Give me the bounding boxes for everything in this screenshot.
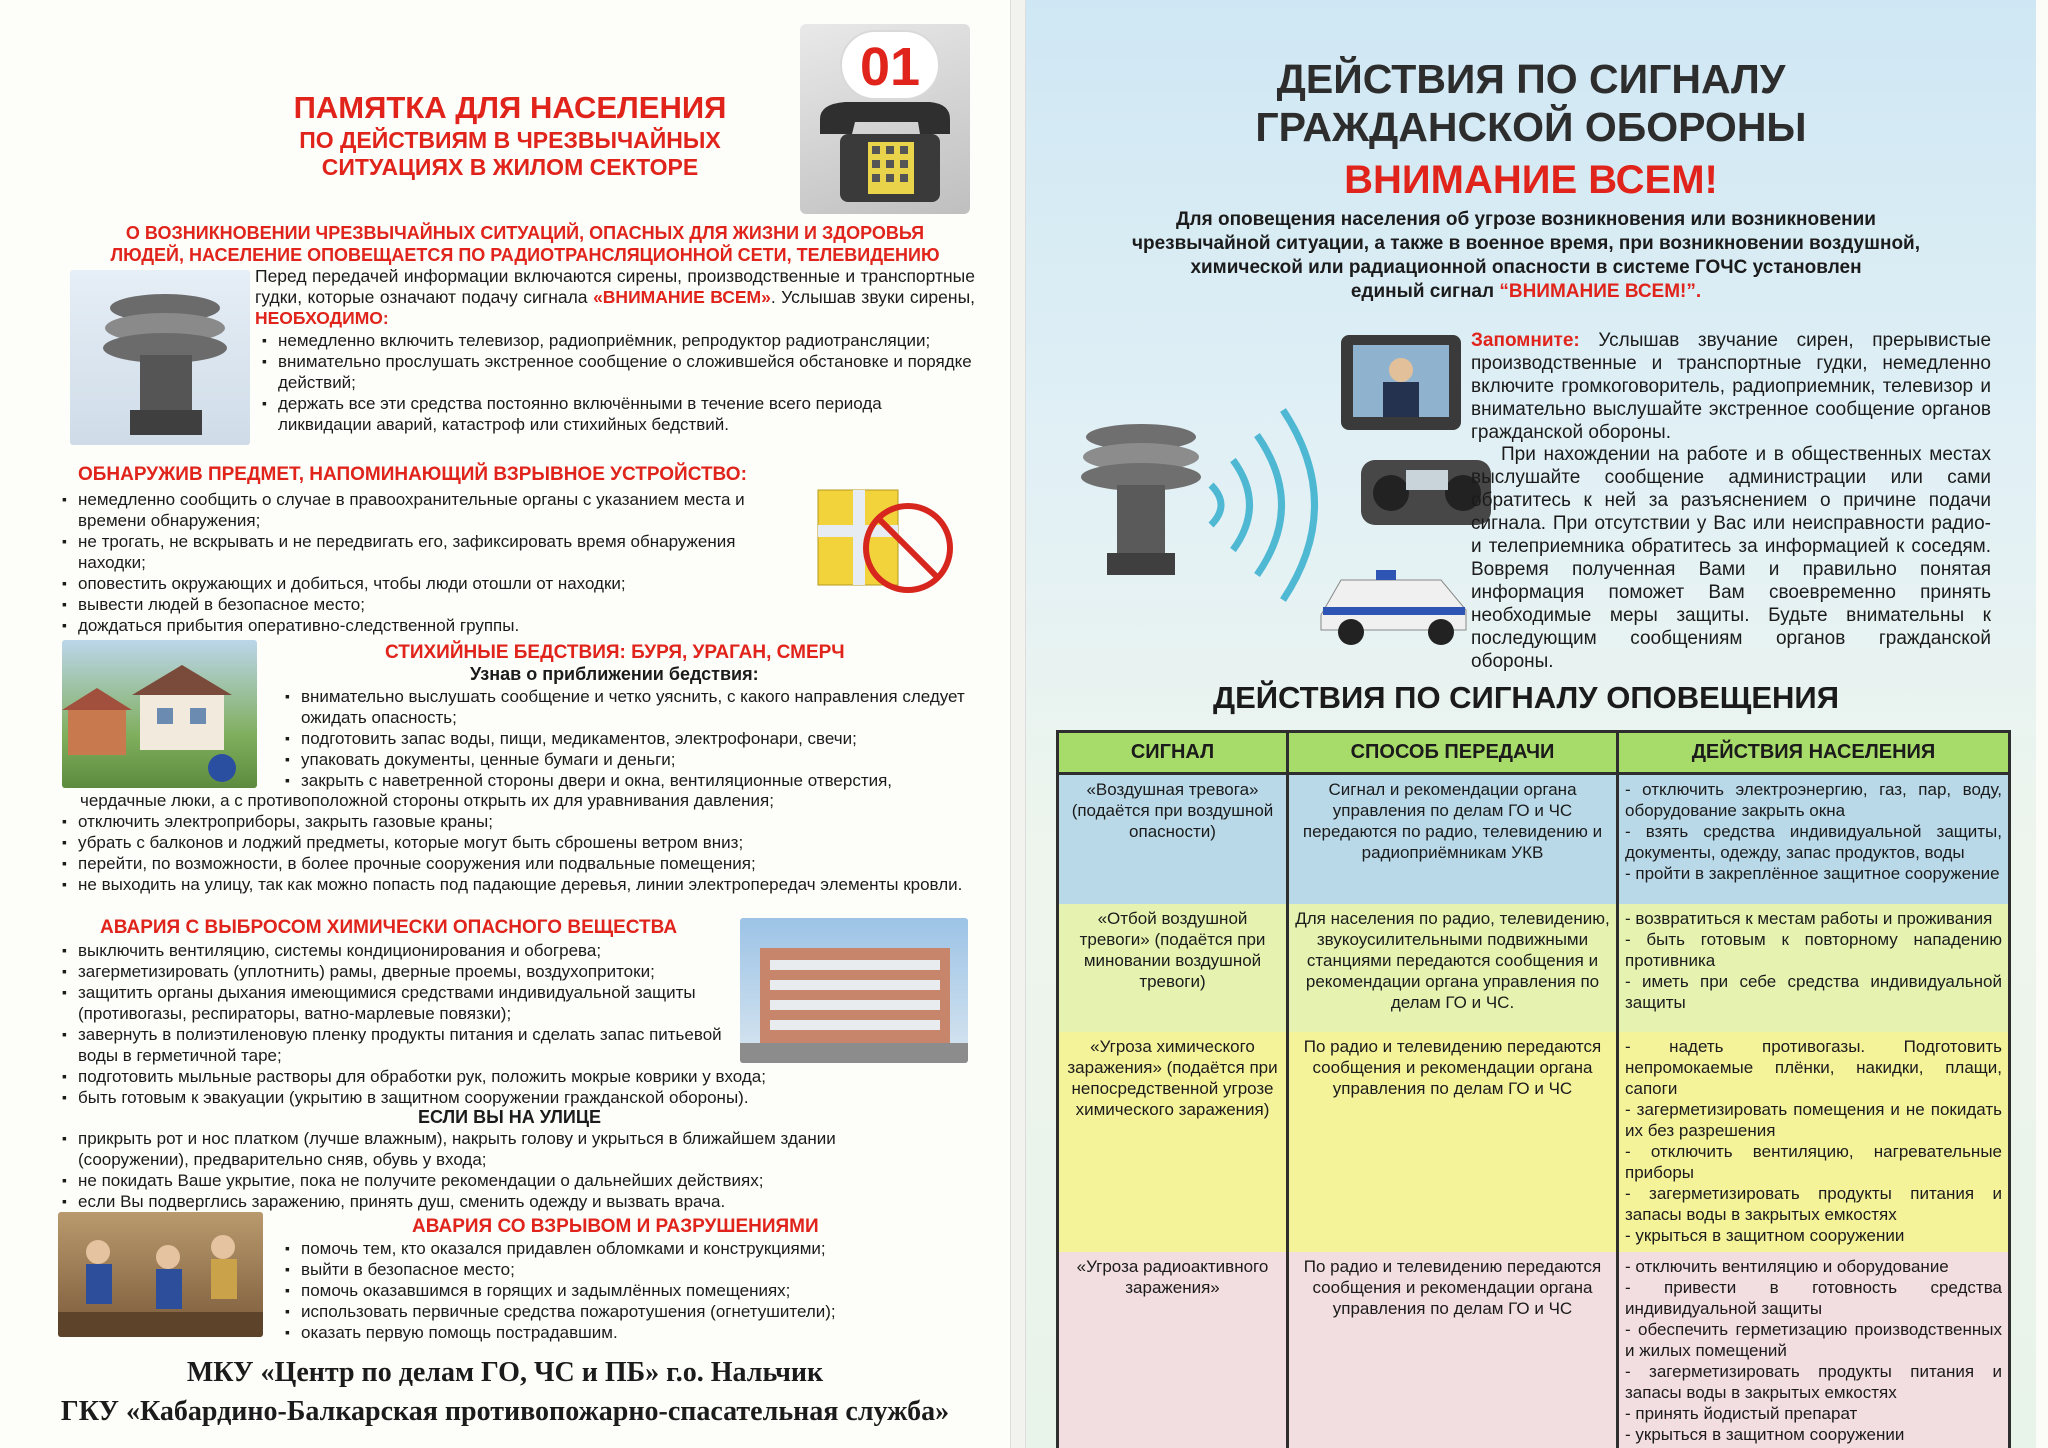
street-header: ЕСЛИ ВЫ НА УЛИЦЕ bbox=[418, 1107, 601, 1127]
list-item: ▪ использовать первичные средства пожаротушения (огнетушители); bbox=[285, 1301, 985, 1322]
list-item: ▪ немедленно сообщить о случае в правоохранительные органы с указанием места и времени обнаружения; bbox=[62, 489, 792, 531]
notice-header: О ВОЗНИКНОВЕНИИ ЧРЕЗВЫЧАЙНЫХ СИТУАЦИЙ, ОПАСНЫХ ДЛЯ ЖИЗНИ И ЗДОРОВЬЯ ЛЮДЕЙ, НАСЕЛЕНИЕ ОПОВЕЩАЕТСЯ ПО РАДИОТРАНСЛЯЦИОННОЙ СЕТИ, ТЕЛЕВИДЕНИЮ bbox=[110, 223, 940, 265]
signal-cell: «Отбой воздушной тревоги» (подаётся при миновании воздушной тревоги) bbox=[1058, 904, 1288, 1032]
disaster-subheader: Узнав о приближении бедствия: bbox=[470, 664, 759, 684]
col-signal: СИГНАЛ bbox=[1058, 732, 1288, 774]
disaster-list bbox=[285, 686, 985, 791]
explosive-device-icon bbox=[808, 470, 968, 600]
blast-list bbox=[285, 1238, 985, 1343]
list-item: ▪ подготовить запас воды, пищи, медикаментов, электрофонари, свечи; bbox=[285, 728, 985, 749]
list-item: ▪ немедленно включить телевизор, радиоприёмник, репродуктор радиотрансляции; bbox=[262, 330, 974, 351]
list-item: ▪ защитить органы дыхания имеющимися средствами индивидуальной защиты (противогазы, респираторы, ватно-марлевые повязки); bbox=[62, 982, 742, 1024]
signal-cell: «Воздушная тревога» (подаётся при воздушной опасности) bbox=[1058, 774, 1288, 904]
remember-label: Запомните: bbox=[1471, 330, 1580, 351]
right-title bbox=[1206, 55, 1856, 205]
table-row bbox=[1058, 774, 2010, 904]
title-line-2: ПО ДЕЙСТВИЯМ В ЧРЕЗВЫЧАЙНЫХ bbox=[299, 126, 721, 153]
siren-icon bbox=[70, 270, 250, 445]
list-item: ▪ загерметизировать (уплотнить) рамы, дверные проемы, воздухопритоки; bbox=[62, 961, 742, 982]
siren-icon bbox=[1081, 424, 1201, 575]
factory-image bbox=[740, 918, 968, 1063]
actions-cell: - отключить вентиляцию и оборудование - привести в готовность средства индивидуальной защиты - обеспечить герметизацию производственных и жилых помещений - загерметизировать продукты питания и запасы воды в закрытых емкостях - принять йодистый препарат - укрыться в защитном сооружении bbox=[1618, 1252, 2010, 1448]
page-gutter bbox=[1010, 0, 1026, 1448]
list-item: ▪ не трогать, не вскрывать и не передвигать его, зафиксировать время обнаружения находки; bbox=[62, 531, 792, 573]
list-item: ▪ внимательно прослушать экстренное сообщение о сложившейся обстановке и порядке действий; bbox=[262, 351, 974, 393]
required-label: НЕОБХОДИМО: bbox=[255, 308, 389, 328]
sirens-list bbox=[262, 330, 974, 435]
phone-icon bbox=[800, 24, 970, 214]
list-item: ▪ помочь тем, кто оказался придавлен обломками и конструкциями; bbox=[285, 1238, 985, 1259]
method-cell: Сигнал и рекомендации органа управления по делам ГО и ЧС передаются по радио, телевидению и радиоприёмникам УКВ bbox=[1288, 774, 1618, 904]
list-item: ▪ выйти в безопасное место; bbox=[285, 1259, 985, 1280]
disaster-list-2 bbox=[62, 811, 978, 895]
title-line-3: СИТУАЦИЯХ В ЖИЛОМ СЕКТОРЕ bbox=[321, 153, 699, 180]
col-method: СПОСОБ ПЕРЕДАЧИ bbox=[1288, 732, 1618, 774]
col-actions: ДЕЙСТВИЯ НАСЕЛЕНИЯ bbox=[1618, 732, 2010, 774]
right-title-line-1: ДЕЙСТВИЯ ПО СИГНАЛУ bbox=[1276, 56, 1786, 102]
list-item: ▪ не выходить на улицу, так как можно попасть под падающие деревья, линии электропередач элементы кровли. bbox=[62, 874, 978, 895]
street-list bbox=[62, 1128, 922, 1212]
chem-header: АВАРИЯ С ВЫБРОСОМ ХИМИЧЕСКИ ОПАСНОГО ВЕЩЕСТВА bbox=[100, 917, 678, 938]
siren-image bbox=[70, 270, 250, 445]
list-item: ▪ вывести людей в безопасное место; bbox=[62, 594, 792, 615]
list-item: ▪ оказать первую помощь пострадавшим. bbox=[285, 1322, 985, 1343]
intro-paragraph: Для оповещения населения об угрозе возникновения или возникновении чрезвычайной ситуации, а также в военное время, при возникновении воздушной, химической или радиационной опасности в системе ГОЧС установлен единый сигнал “ВНИМАНИЕ ВСЕМ!”. bbox=[1131, 209, 1921, 302]
house-icon bbox=[62, 640, 257, 788]
chem-list bbox=[62, 940, 766, 1108]
method-cell: По радио и телевидению передаются сообщения и рекомендации органа управления по делам ГО и ЧС bbox=[1288, 1252, 1618, 1448]
footer-line-1: МКУ «Центр по делам ГО, ЧС и ПБ» г.о. Нальчик bbox=[186, 1357, 824, 1388]
signals-table bbox=[1056, 730, 2011, 1448]
left-page bbox=[0, 0, 1010, 1448]
explosive-list bbox=[62, 489, 792, 636]
actions-cell: - надеть противогазы. Подготовить непромокаемые плёнки, накидки, плащи, сапоги - загерметизировать помещения и не покидать их без разрешения - отключить вентиляцию, нагревательные приборы - загерметизировать продукты питания и запасы воды в закрытых емкостях - укрыться в защитном сооружении bbox=[1618, 1032, 2010, 1252]
police-car-icon bbox=[1321, 570, 1466, 645]
footer-line-2: ГКУ «Кабардино-Балкарская противопожарно-спасательная служба» bbox=[60, 1396, 950, 1427]
right-page bbox=[1026, 0, 2036, 1448]
list-item: ▪ если Вы подверглись заражению, принять душ, сменить одежду и вызвать врача. bbox=[62, 1191, 922, 1212]
sirens-paragraph: Перед передачей информации включаются сирены, производственные и транспортные гудки, которые означают подачу сигнала «ВНИМАНИЕ ВСЕМ». Услышав звуки сирены, НЕОБХОДИМО: bbox=[255, 266, 976, 328]
list-item: ▪ оповестить окружающих и добиться, чтобы люди отошли от находки; bbox=[62, 573, 792, 594]
attention-title: ВНИМАНИЕ ВСЕМ! bbox=[1344, 158, 1718, 202]
list-item: ▪ закрыть с наветренной стороны двери и окна, вентиляционные отверстия, bbox=[285, 770, 985, 791]
broadcast-illustration bbox=[1061, 325, 1501, 655]
list-item: ▪ перейти, по возможности, в более прочные сооружения или подвальные помещения; bbox=[62, 853, 978, 874]
list-item: ▪ отключить электроприборы, закрыть газовые краны; bbox=[62, 811, 978, 832]
list-item: ▪ упаковать документы, ценные бумаги и деньги; bbox=[285, 749, 985, 770]
explosive-header: ОБНАРУЖИВ ПРЕДМЕТ, НАПОМИНАЮЩИЙ ВЗРЫВНОЕ УСТРОЙСТВО: bbox=[78, 464, 747, 485]
number-badge: 01 bbox=[840, 30, 940, 100]
work-paragraph: При нахождении на работе и в общественных местах выслушайте сообщение администрации или сами обратитесь к ней за разъяснением о причине подачи сигнала. При отсутствии у Вас или неисправности радио- и телеприемника обратитесь за информацией к соседям. Вовремя полученная Вами и правильно понятая информация поможет Вам своевременно принять необходимые меры защиты. Будьте внимательны к последующим сообщениям органов гражданской обороны. bbox=[1471, 444, 1991, 672]
list-item: ▪ завернуть в полиэтиленовую пленку продукты питания и сделать запас питьевой воды в герметичной таре; bbox=[62, 1024, 742, 1066]
houses-image bbox=[62, 640, 257, 788]
disaster-continuation: чердачные люки, а с противоположной стороны открыть их для уравнивания давления; bbox=[80, 791, 774, 810]
list-item: ▪ помочь оказавшимся в горящих и задымлённых помещениях; bbox=[285, 1280, 985, 1301]
blast-header: АВАРИЯ СО ВЗРЫВОМ И РАЗРУШЕНИЯМИ bbox=[412, 1216, 819, 1237]
table-row bbox=[1058, 1032, 2010, 1252]
list-item: ▪ быть готовым к эвакуации (укрытию в защитном сооружении гражданской обороны). bbox=[62, 1087, 902, 1108]
list-item: ▪ внимательно выслушать сообщение и четко уяснить, с какого направления следует ожидать опасность; bbox=[285, 686, 985, 728]
method-cell: Для населения по радио, телевидению, звукоусилительными подвижными станциями передаются сообщения и рекомендации органа управления по делам ГО и ЧС. bbox=[1288, 904, 1618, 1032]
signal-label: «ВНИМАНИЕ ВСЕМ» bbox=[593, 287, 771, 307]
actions-cell: - отключить электроэнергию, газ, пар, воду, оборудование закрыть окна - взять средства индивидуальной защиты, документы, одежду, запас продуктов, воды - пройти в закреплённое защитное сооружение bbox=[1618, 774, 2010, 904]
list-item: ▪ дождаться прибытия оперативно-следственной группы. bbox=[62, 615, 792, 636]
signal-waves-icon bbox=[1211, 410, 1315, 600]
list-item: ▪ убрать с балконов и лоджий предметы, которые могут быть сброшены ветром вниз; bbox=[62, 832, 978, 853]
remember-paragraph: Запомните: Услышав звучание сирен, прерывистые производственные и транспортные гудки, немедленно включите громкоговоритель, радиоприемник, телевизор и внимательно выслушайте экстренное сообщение органов гражданской обороны. bbox=[1471, 330, 1992, 443]
actions-title: ДЕЙСТВИЯ ПО СИГНАЛУ ОПОВЕЩЕНИЯ bbox=[1213, 680, 1839, 715]
rescue-image bbox=[58, 1212, 263, 1337]
phone-illustration bbox=[800, 24, 970, 214]
list-item: ▪ не покидать Ваше укрытие, пока не получите рекомендации о дальнейших действиях; bbox=[62, 1170, 922, 1191]
table-row bbox=[1058, 904, 2010, 1032]
method-cell: По радио и телевидению передаются сообщения и рекомендации органа управления по делам ГО и ЧС bbox=[1288, 1032, 1618, 1252]
title-line-1: ПАМЯТКА ДЛЯ НАСЕЛЕНИЯ bbox=[293, 90, 727, 125]
list-item: ▪ подготовить мыльные растворы для обработки рук, положить мокрые коврики у входа; bbox=[62, 1066, 902, 1087]
table-row bbox=[1058, 1252, 2010, 1448]
left-title bbox=[230, 90, 790, 181]
right-title-line-2: ГРАЖДАНСКОЙ ОБОРОНЫ bbox=[1255, 104, 1807, 150]
list-item: ▪ держать все эти средства постоянно включёнными в течение всего периода ликвидации аварий, катастроф или стихийных бедствий. bbox=[262, 393, 974, 435]
tv-icon bbox=[1341, 335, 1461, 430]
actions-cell: - возвратиться к местам работы и проживания - быть готовым к повторному нападению противника - иметь при себе средства индивидуальной защиты bbox=[1618, 904, 2010, 1032]
signal-label: “ВНИМАНИЕ ВСЕМ!”. bbox=[1499, 281, 1702, 302]
signal-cell: «Угроза химического заражения» (подаётся при непосредственной угрозе химического заражения) bbox=[1058, 1032, 1288, 1252]
signal-cell: «Угроза радиоактивного заражения» bbox=[1058, 1252, 1288, 1448]
factory-building-icon bbox=[740, 918, 968, 1063]
rescuers-icon bbox=[58, 1212, 263, 1337]
bomb-image bbox=[808, 470, 968, 600]
list-item: ▪ выключить вентиляцию, системы кондиционирования и обогрева; bbox=[62, 940, 742, 961]
list-item: ▪ прикрыть рот и нос платком (лучше влажным), накрыть голову и укрыться в ближайшем здании (сооружении), предварительно сняв, обувь у входа; bbox=[62, 1128, 922, 1170]
disaster-header: СТИХИЙНЫЕ БЕДСТВИЯ: БУРЯ, УРАГАН, СМЕРЧ bbox=[385, 642, 845, 663]
